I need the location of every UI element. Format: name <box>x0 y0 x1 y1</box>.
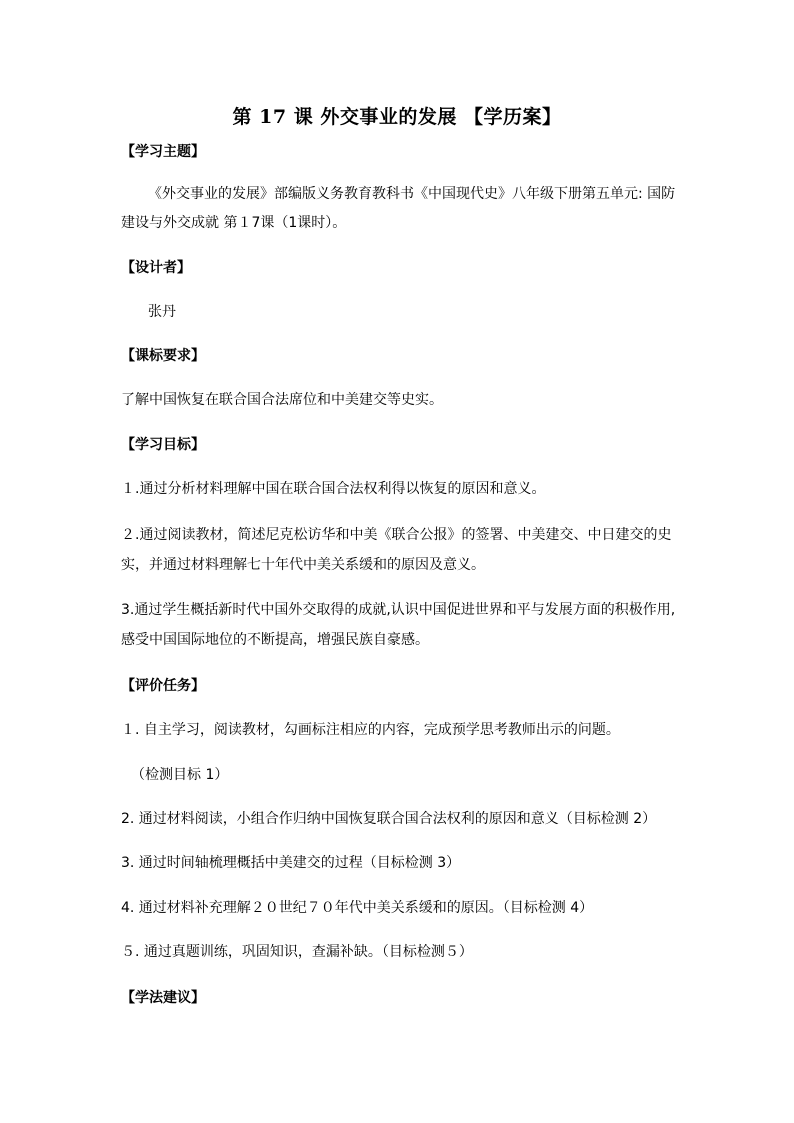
goal-3-line-1: 3.通过学生概括新时代中国外交取得的成就,认识中国促进世界和平与发展方面的积极作用, <box>121 602 676 618</box>
task-1: １. 自主学习，阅读教材，勾画标注相应的内容，完成预学思考教师出示的问题。 <box>121 722 620 738</box>
goal-1: １.通过分析材料理解中国在联合国合法权利得以恢复的原因和意义。 <box>121 481 546 497</box>
document-title: 第 17 课 外交事业的发展 【学历案】 <box>232 106 562 128</box>
heading-learning-goals: 【学习目标】 <box>121 437 205 453</box>
standard-text: 了解中国恢复在联合国合法席位和中美建交等史实。 <box>121 392 443 408</box>
task-2: 2. 通过材料阅读，小组合作归纳中国恢复联合国合法权利的原因和意义（目标检测 2） <box>121 811 657 827</box>
heading-designer: 【设计者】 <box>121 260 191 276</box>
designer-name: 张丹 <box>148 304 176 320</box>
goal-2-line-2: 实，并通过材料理解七十年代中美关系缓和的原因及意义。 <box>121 557 485 573</box>
task-1-target: （检测目标 1） <box>131 767 229 783</box>
task-5: ５. 通过真题训练，巩固知识，查漏补缺。（目标检测５） <box>121 944 473 960</box>
heading-study-method: 【学法建议】 <box>121 990 205 1006</box>
theme-line-1: 《外交事业的发展》部编版义务教育教科书《中国现代史》八年级下册第五单元: 国防 <box>148 186 676 202</box>
goal-2-line-1: ２.通过阅读教材，简述尼克松访华和中美《联合公报》的签署、中美建交、中日建交的史 <box>121 527 672 543</box>
goal-3-line-2: 感受中国国际地位的不断提高，增强民族自豪感。 <box>121 632 429 648</box>
heading-evaluation-tasks: 【评价任务】 <box>121 678 205 694</box>
heading-learning-theme: 【学习主题】 <box>121 144 205 160</box>
task-4: 4. 通过材料补充理解２０世纪７０年代中美关系缓和的原因。（目标检测 4） <box>121 900 594 916</box>
heading-curriculum-standard: 【课标要求】 <box>121 348 205 364</box>
task-3: 3. 通过时间轴梳理概括中美建交的过程（目标检测 3） <box>121 855 461 871</box>
theme-line-2: 建设与外交成就 第１7课（1课时）。 <box>121 215 347 231</box>
